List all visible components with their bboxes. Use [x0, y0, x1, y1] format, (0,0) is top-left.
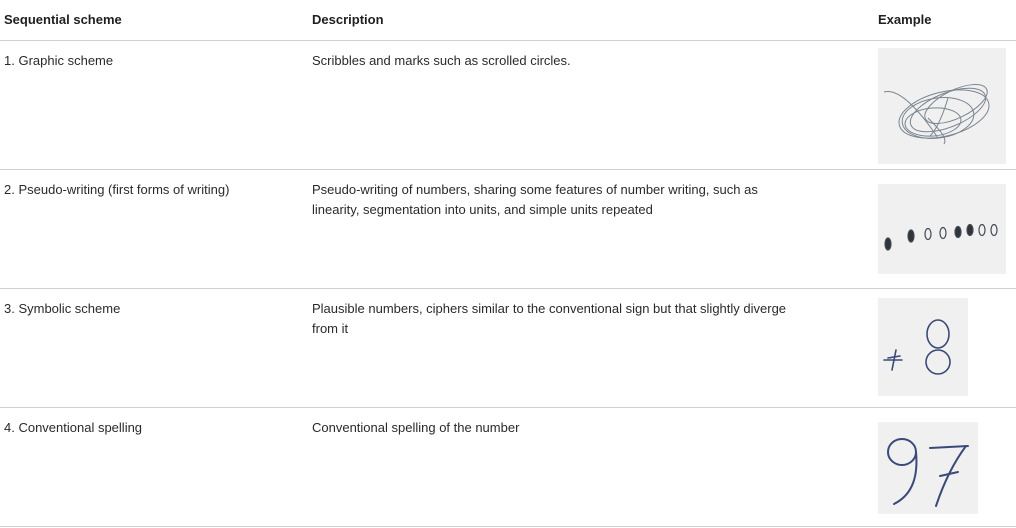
- description-cell: Plausible numbers, ciphers similar to the conventional sign but that slightly diverge from it: [312, 301, 787, 336]
- scheme-cell: 1. Graphic scheme: [4, 53, 114, 68]
- description-cell: Conventional spelling of the number: [312, 420, 520, 435]
- handwritten-cipher-image: [878, 298, 968, 396]
- table-row: [0, 170, 1016, 289]
- table-row: [0, 289, 1016, 408]
- table-row: [0, 41, 1016, 170]
- dot-sequence-image: [878, 184, 1006, 274]
- handwritten-97-image: [878, 422, 978, 514]
- scheme-cell: 4. Conventional spelling: [4, 420, 143, 435]
- scheme-cell: 3. Symbolic scheme: [4, 301, 121, 316]
- scheme-cell: 2. Pseudo-writing (first forms of writing): [4, 182, 230, 197]
- header-description: Description: [312, 12, 384, 27]
- header-sequential-scheme: Sequential scheme: [4, 12, 122, 27]
- scribble-circles-image: [878, 48, 1006, 164]
- description-cell: Pseudo-writing of numbers, sharing some features of number writing, such as linearity, segmentation into units, and simple units repeated: [312, 182, 758, 217]
- header-example: Example: [878, 12, 932, 27]
- table-row: [0, 408, 1016, 527]
- description-cell: Scribbles and marks such as scrolled circles.: [312, 53, 571, 68]
- table-header-row: [0, 0, 1016, 41]
